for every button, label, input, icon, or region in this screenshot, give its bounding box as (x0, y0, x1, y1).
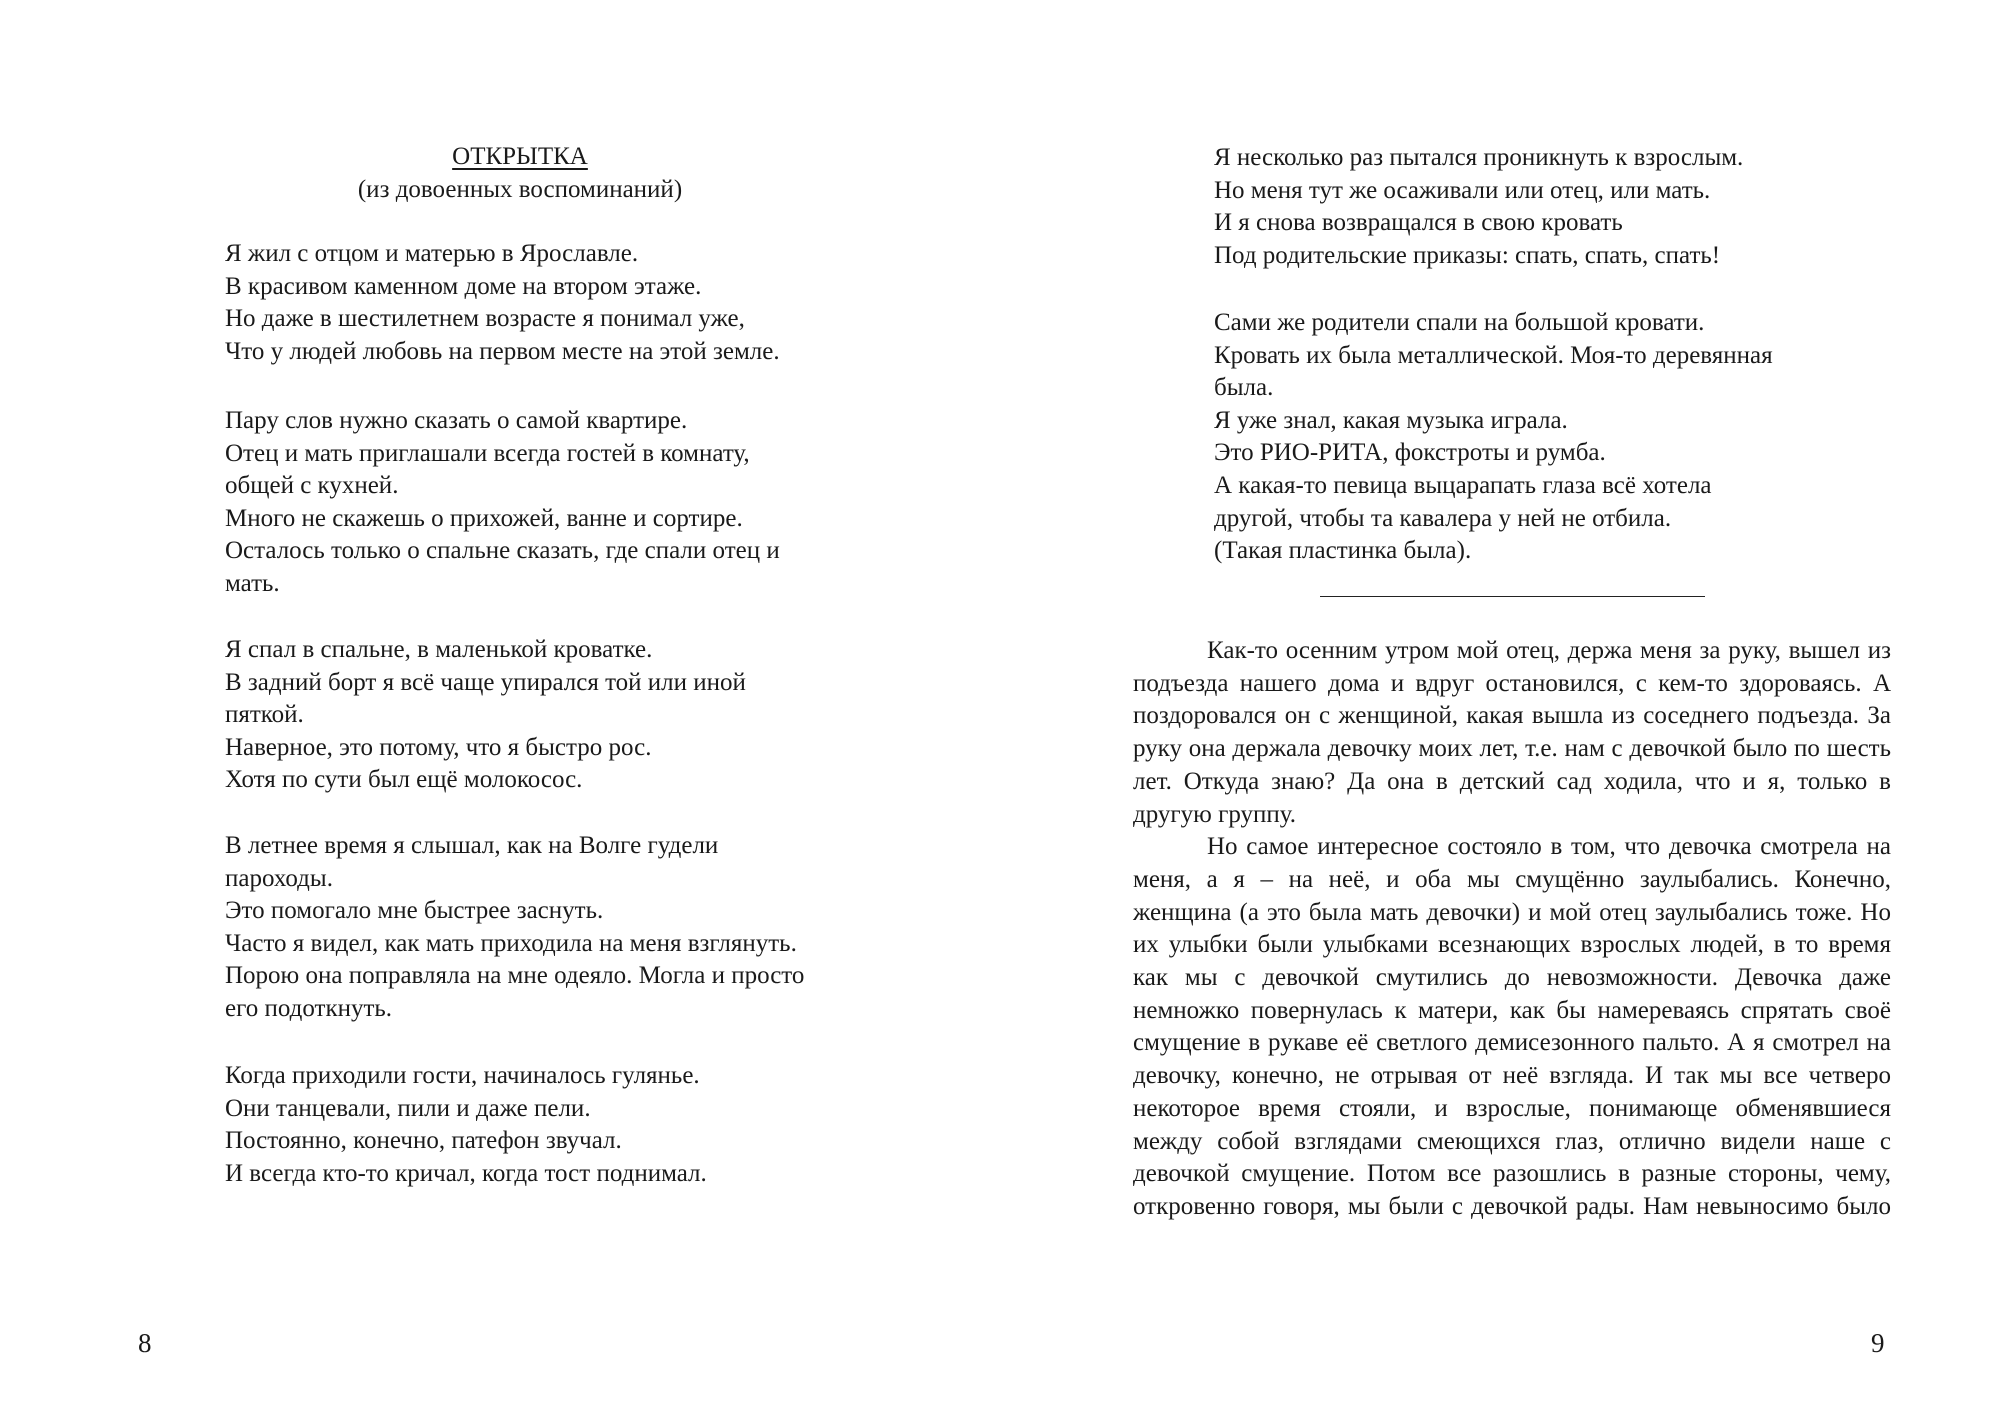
stanza-3 (225, 634, 925, 797)
verse-line: (Такая пластинка была). (1214, 537, 1472, 565)
verse-line: Часто я видел, как мать приходила на меня взглянуть. (225, 929, 797, 957)
page-number: 8 (138, 1328, 152, 1358)
poem-title: ОТКРЫТКА (452, 143, 588, 170)
page-number: 9 (1871, 1328, 1885, 1358)
verse-line: Хотя по сути был ещё молокосос. (225, 766, 583, 794)
verse-line: Я спал в спальне, в маленькой кроватке. (225, 636, 653, 663)
verse-line: Постоянно, конечно, патефон звучал. (225, 1127, 622, 1155)
verse-line: Наверное, это потому, что я быстро рос. (225, 733, 652, 761)
verse-line: Кровать их была металлической. Моя-то деревянная (1214, 341, 1773, 369)
verse-line: Когда приходили гости, начиналось гулянье. (225, 1062, 700, 1089)
verse-line: Но меня тут же осаживали или отец, или мать. (1214, 176, 1711, 204)
verse-line: И я снова возвращался в свою кровать (1214, 209, 1623, 237)
poem-heading (225, 140, 815, 206)
verse-line: была. (1214, 374, 1274, 402)
verse-line: В летнее время я слышал, как на Волге гудели (225, 832, 719, 859)
paragraph: Как-то осенним утром мой отец, держа меня за руку, вышел из подъезда нашего дома и вдруг остановился, с кем-то здороваясь. А поздоровался он с женщиной, какая вышла из соседнего подъезда. За руку она держала девочку моих лет, т.е. нам с девочкой было по шесть лет. Откуда знаю? Да она в детский сад ходила, что и я, только в другую группу. (1133, 637, 1891, 828)
verse-line: его подоткнуть. (225, 994, 393, 1022)
verse-line: Это помогало мне быстрее заснуть. (225, 897, 604, 925)
verse-line: Они танцевали, пили и даже пели. (225, 1094, 591, 1122)
verse-line: пароходы. (225, 864, 333, 892)
verse-line: Я жил с отцом и матерью в Ярославле. (225, 240, 639, 267)
verse-line: В задний борт я всё чаще упирался той или иной (225, 668, 746, 696)
verse-line: Отец и мать приглашали всегда гостей в комнату, (225, 439, 750, 467)
verse-line: Что у людей любовь на первом месте на этой земле. (225, 337, 780, 365)
verse-line: Сами же родители спали на большой кровати. (1214, 309, 1705, 336)
verse-line: пяткой. (225, 701, 304, 729)
verse-line: Под родительские приказы: спать, спать, спать! (1214, 241, 1721, 269)
stanza-2 (225, 405, 925, 601)
verse-line: Я несколько раз пытался проникнуть к взрослым. (1214, 144, 1744, 171)
verse-line: Я уже знал, какая музыка играла. (1214, 406, 1568, 434)
stanza-1 (225, 238, 925, 368)
verse-line: общей с кухней. (225, 472, 399, 500)
verse-line: Но даже в шестилетнем возрасте я понимал уже, (225, 305, 745, 333)
stanza-5 (225, 1060, 925, 1190)
paragraph: Но самое интересное состояло в том, что девочка смотрела на меня, а я – на неё, и оба мы смущённо заулыбались. Конечно, женщина (а это была мать девочки) и мой отец заулыбались тоже. Но их улыбки были улыбками всезнающих взрослых людей, в то время как мы с девочкой смутились до невозможности. Девочка даже немножко повернулась к матери, как бы намереваясь спрятать своё смущение в рукаве её светлого демисезонного пальто. А я смотрел на девочку, конечно, не отрывая от неё взгляда. И так мы все четверо некоторое время стояли, и взрослые, понимающе обменявшиеся между собой взглядами смеющихся глаз, отлично видели наше с девочкой смущение. Потом все разошлись в разные стороны, чему, откровенно говоря, мы были с девочкой рады. Нам невыносимо было (1133, 833, 1891, 1220)
verse-line: Осталось только о спальне сказать, где спали отец и (225, 537, 780, 565)
stanza-4 (225, 830, 925, 1026)
verse-line: другой, чтобы та кавалера у ней не отбила. (1214, 504, 1672, 532)
verse-line: Порою она поправляла на мне одеяло. Могла и просто (225, 962, 805, 990)
verse-line: Пару слов нужно сказать о самой квартире. (225, 407, 688, 434)
stanza-6 (1214, 142, 1914, 272)
verse-line: Это РИО-РИТА, фокстроты и румба. (1214, 439, 1606, 467)
poem-subtitle: (из довоенных воспоминаний) (357, 176, 683, 203)
section-separator (1320, 596, 1705, 597)
verse-line: А какая-то певица выцарапать глаза всё хотела (1214, 471, 1712, 499)
right-page (1000, 0, 2000, 1415)
prose-text (1133, 635, 1891, 1224)
verse-line: И всегда кто-то кричал, когда тост поднимал. (225, 1159, 707, 1187)
verse-line: В красивом каменном доме на втором этаже. (225, 272, 702, 300)
verse-line: мать. (225, 569, 280, 597)
verse-line: Много не скажешь о прихожей, ванне и сортире. (225, 504, 743, 532)
stanza-7 (1214, 307, 1914, 568)
